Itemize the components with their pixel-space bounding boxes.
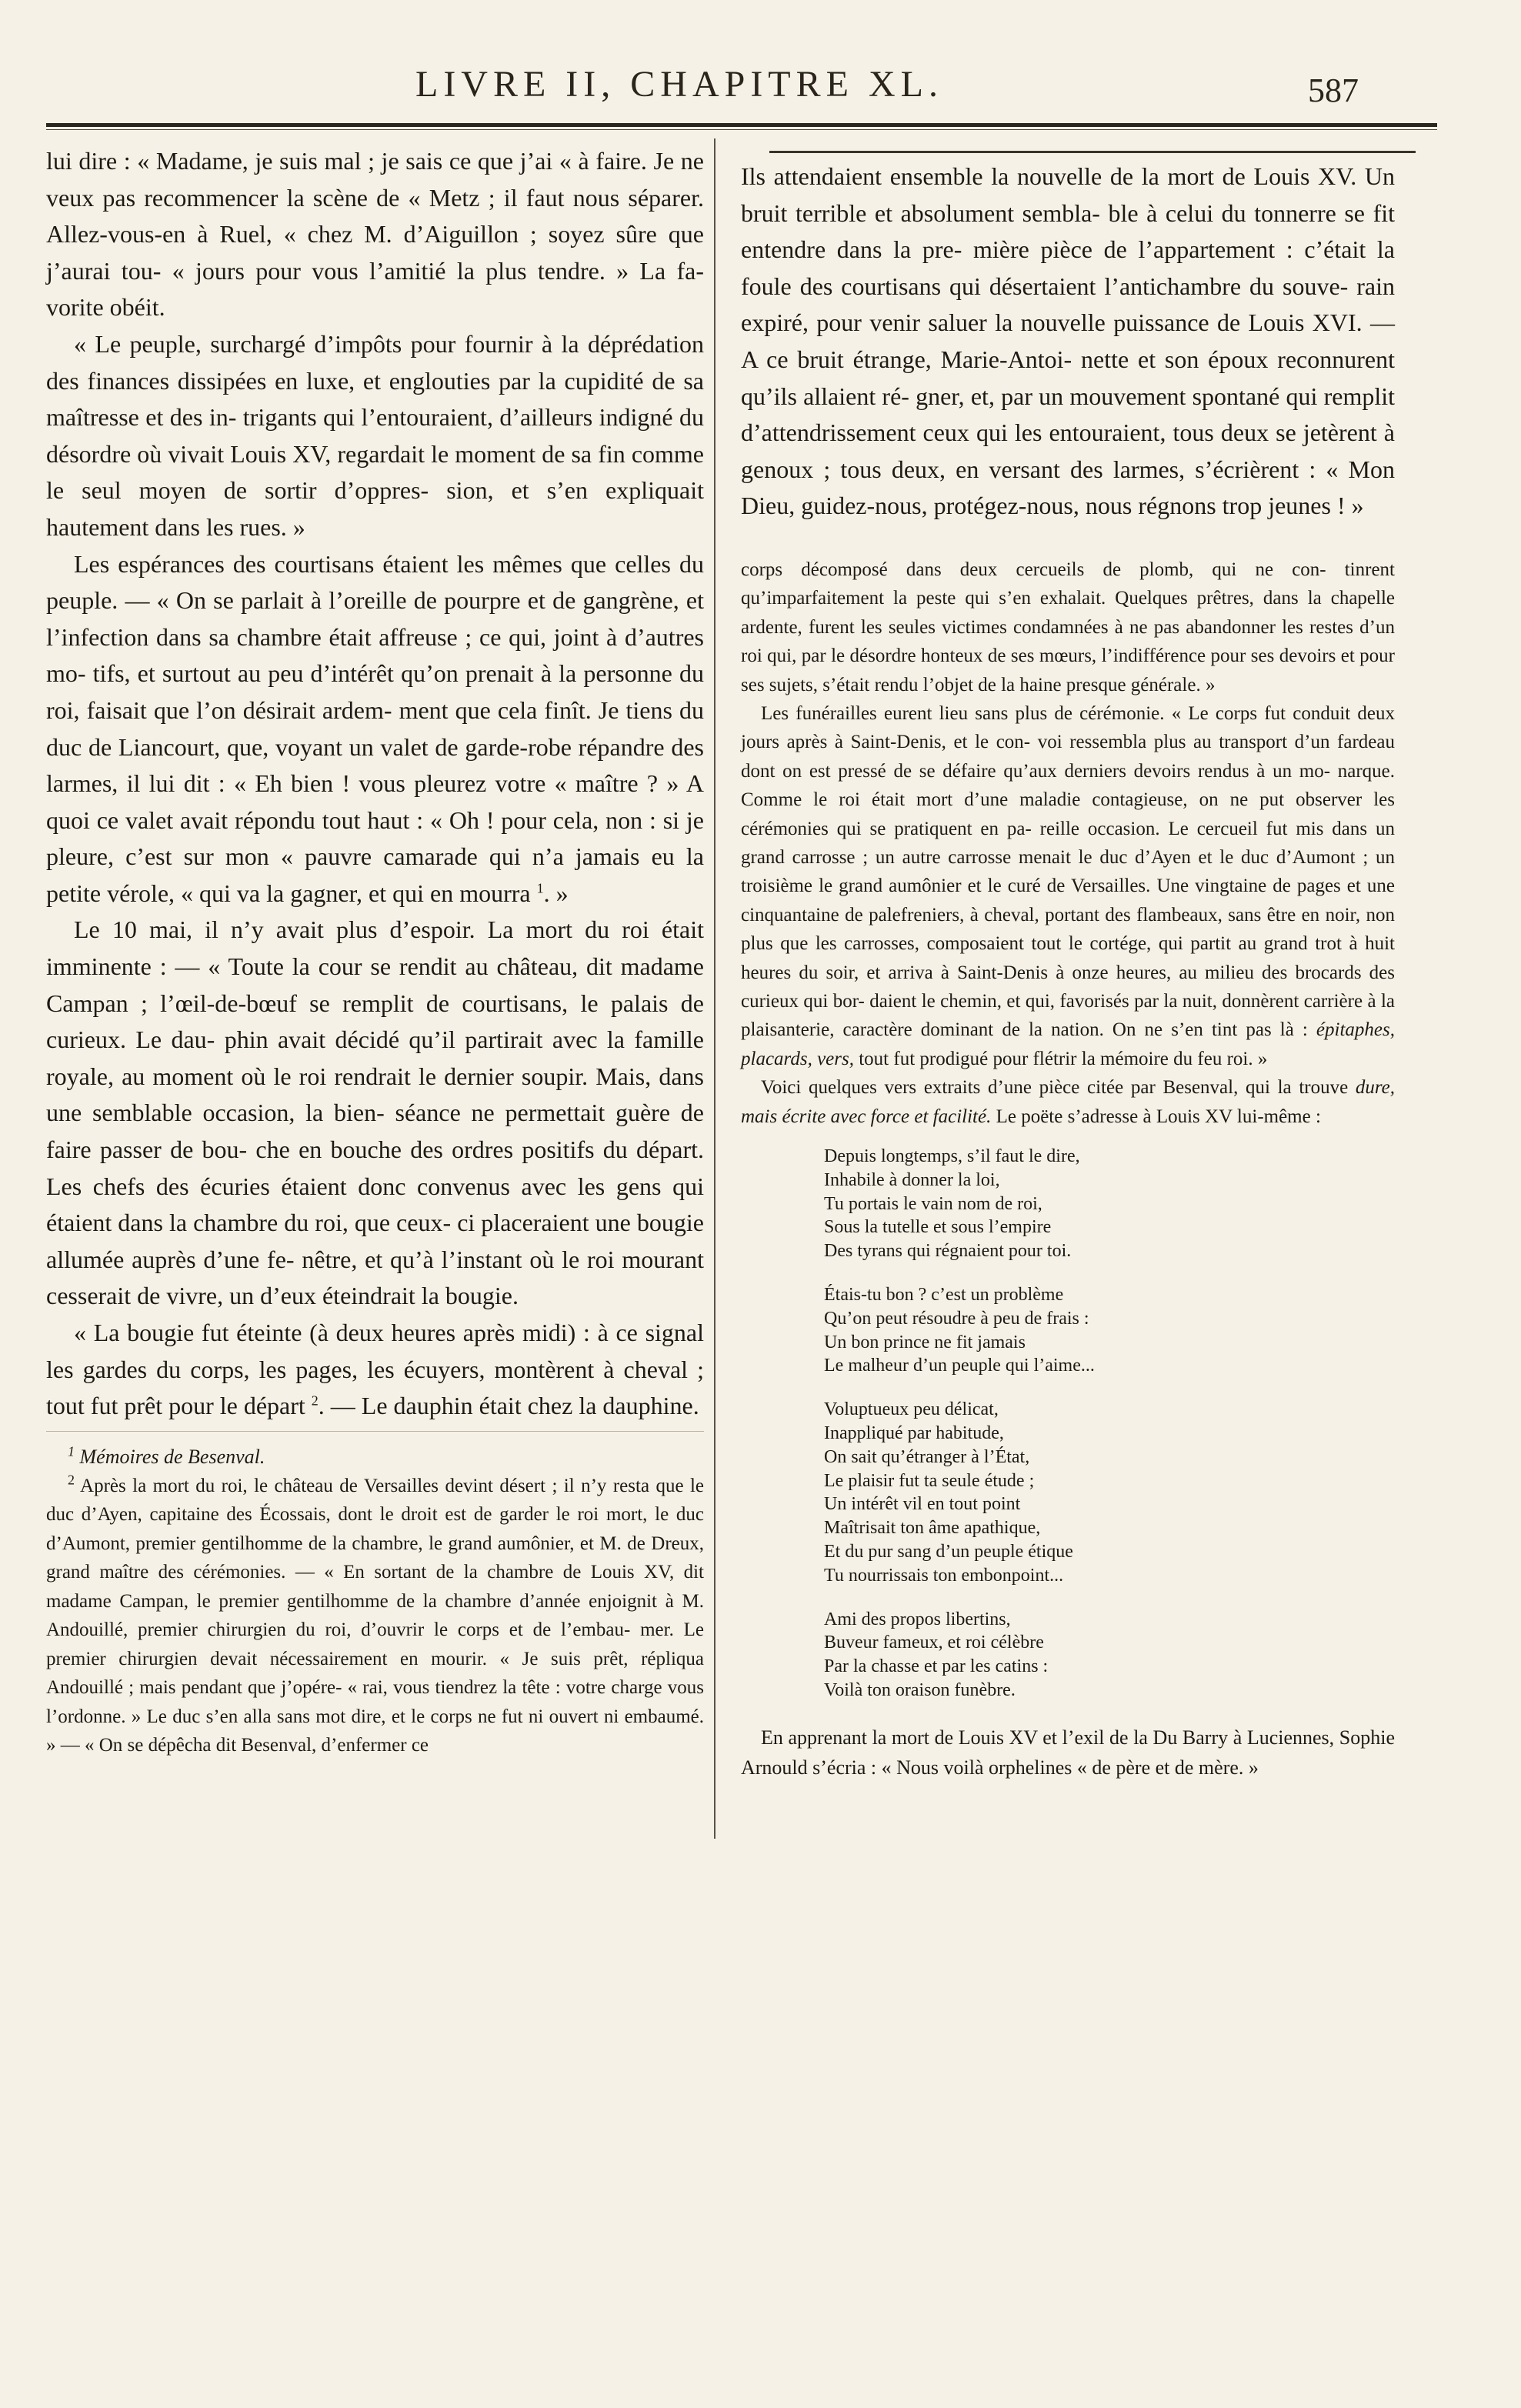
footnote-paragraph: [741, 699, 1395, 1073]
footnote-text: Le poëte s’adresse à Louis XV lui-même :: [996, 1106, 1321, 1127]
verse-line: Buveur fameux, et roi célèbre: [824, 1633, 1044, 1653]
paragraph: lui dire : « Madame, je suis mal ; je sais ce que j’ai « à faire. Je ne veux pas recommencer la scène de « Metz ; il faut nous séparer. Allez-vous-en à Ruel, « chez M. d’Aiguillon ; soyez sûre que j’aurai tou- « jours pour vous l’amitié la plus tendre. » La fa- vorite obéit.: [46, 147, 704, 322]
paragraph: Le 10 mai, il n’y avait plus d’espoir. La mort du roi était imminente : — « Toute la cour se rendit au château, dit madame Campan ; l’œil-de-bœuf se remplit de courtisans, le palais de curieux. Le dau- phin avait décidé qu’il partirait avec la famille royale, au moment où le roi rendrait le dernier soupir. Mais, dans une semblable occasion, la bien- séance ne permettait guère de faire passer de bou- che en bouche des ordres positifs du départ. Les chefs des écuries étaient donc convenus avec les gens qui étaient dans la chambre du roi, que ceux- ci placeraient une bougie allumée auprès d’une fe- nêtre, et qu’à l’instant où le roi mourant cesserait de vivre, un d’eux éteindrait la bougie.: [46, 916, 704, 1310]
running-head: [0, 63, 1521, 117]
verse-line: Voilà ton oraison funèbre.: [824, 1680, 1016, 1700]
poem: [824, 1145, 1395, 1703]
footnote-mark: 1: [68, 1443, 75, 1459]
paragraph: [46, 546, 704, 912]
paragraph-text: . — Le dauphin était chez la dauphine.: [318, 1392, 699, 1420]
header-rule-thin: [46, 129, 1437, 130]
footnote: [46, 1472, 704, 1760]
verse-line: Qu’on peut résoudre à peu de frais :: [824, 1308, 1089, 1329]
footnote-ref: 2: [311, 1392, 319, 1409]
right-column: [741, 158, 1395, 1783]
footnote-ref: 1: [536, 880, 544, 896]
footnote-continuation: corps décomposé dans deux cercueils de plomb, qui ne con- tinrent qu’imparfaitement la peste qui s’en exhalait. Quelques prêtres, dans la chapelle ardente, furent les seules victimes condamnées à ne pas abandonner les restes d’un roi qui, par le désordre honteux de ses mœurs, l’indifférence pour ses devoirs et pour ses sujets, s’était rendu l’objet de la haine presque générale. »: [741, 559, 1395, 695]
verse-line: Tu portais le vain nom de roi,: [824, 1193, 1042, 1214]
footnote: [46, 1442, 704, 1472]
paragraph-text: . »: [543, 879, 569, 907]
verse-line: Tu nourrissais ton embonpoint...: [824, 1565, 1064, 1586]
stanza: [824, 1145, 1395, 1263]
running-title: LIVRE II, CHAPITRE XL.: [415, 64, 943, 105]
verse-line: Par la chasse et par les catins :: [824, 1656, 1049, 1677]
paragraph: Ils attendaient ensemble la nouvelle de la mort de Louis XV. Un bruit terrible et absolument sembla- ble à celui du tonnerre se fit entendre dans la pre- mière pièce de l’appartement : c’était la foule des courtisans qui désertaient l’antichambre du souve- rain expiré, pour venir saluer la nouvelle puissance de Louis XVI. — A ce bruit étrange, Marie-Antoi- nette et son époux reconnurent qu’ils allaient ré- gner, et, par un mouvement spontané qui remplit d’attendrissement ceux qui les entouraient, tous deux se jetèrent à genoux ; tous deux, en versant des larmes, s’écrièrent : « Mon Dieu, guidez-nous, protégez-nous, nous régnons trop jeunes ! »: [741, 162, 1395, 520]
paragraph-text: « La bougie fut éteinte (à deux heures après midi) : à ce signal les gardes du corps, les pages, les écuyers, montèrent à cheval ; tout fut prêt pour le départ: [46, 1319, 704, 1420]
footnote-text: Après la mort du roi, le château de Versailles devint désert ; il n’y resta que le duc d’Ayen, capitaine des Écossais, dont le droit est de garder le roi mort, le duc d’Aumont, premier gentilhomme de la chambre, le grand aumônier, et M. de Dreux, grand maître des cérémonies. — « En sortant de la chambre de Louis XV, dit madame Campan, le premier gentilhomme de la chambre d’année enjoignit à M. Andouillé, premier chirurgien du roi, d’ouvrir le corps et de l’embau- mer. Le premier chirurgien devait nécessairement en mourir. « Je suis prêt, répliqua Andouillé ; mais pendant que j’opére- « rai, vous tiendrez la tête : votre charge vous l’ordonne. » Le duc s’en alla sans mot dire, et le corps ne fut ni ouvert ni embaumé. » — « On se dépêcha dit Besenval, d’enfermer ce: [46, 1475, 705, 1756]
footnote-mark: 2: [68, 1472, 75, 1488]
footnote-text: Mémoires de Besenval.: [79, 1445, 265, 1468]
paragraph: « Le peuple, surchargé d’impôts pour fournir à la déprédation des finances dissipées en luxe, et englouties par la cupidité de sa maîtresse et des in- trigants qui l’entouraient, d’ailleurs indigné du désordre où vivait Louis XV, regardait le moment de sa fin comme le seul moyen de sortir d’oppres- sion, et s’en expliquait hautement dans les rues. »: [46, 329, 704, 541]
verse-line: Depuis longtemps, s’il faut le dire,: [824, 1146, 1080, 1167]
stanza: [824, 1283, 1395, 1378]
stanza: [824, 1398, 1395, 1587]
left-column: [46, 143, 704, 1760]
emphasis: épitaphes, placards, vers,: [741, 1019, 1395, 1069]
footnote-text: Les funérailles eurent lieu sans plus de cérémonie. « Le corps fut conduit deux jours après à Saint-Denis, et le con- voi ressembla plus au transport d’un fardeau dont on est pressé de se défaire qu’aux derniers devoirs rendus à un mo- narque. Comme le roi était mort d’une maladie contagieuse, on ne put observer les cérémonies qui se pratiquent en pa- reille occasion. Le cercueil fut mis dans un grand carrosse ; un autre carrosse menait le duc d’Ayen et le duc d’Aumont ; un troisième le grand aumônier et le curé de Versailles. Une vingtaine de pages et une cinquantaine de palefreniers, à cheval, portant des flambeaux, sans être en noir, non plus que les carrosses, composaient tout le cortége, qui partit au grand trot à huit heures du soir, et arriva à Saint-Denis à onze heures, au milieu des brocards des curieux qui bor- daient le chemin, et qui, favorisés par la nuit, donnèrent carrière à la plaisanterie, caractère dominant de la nation. On ne s’en tint pas là :: [741, 702, 1395, 1041]
footnote-text: tout fut prodigué pour flétrir la mémoire du feu roi. »: [859, 1048, 1268, 1069]
verse-line: Sous la tutelle et sous l’empire: [824, 1217, 1052, 1238]
paragraph-text: Les espérances des courtisans étaient les mêmes que celles du peuple. — « On se parlait à l’oreille de pourpre et de gangrène, et l’infection dans sa chambre était affreuse ; ce qui, joint à d’autres mo- tifs, et surtout au peu d’intérêt qu’on prenait à la personne du roi, faisait que l’on désirait ardem- ment que cela finît. Je tiens du duc de Liancourt, que, voyant un valet de garde-robe répandre des larmes, il lui dit : « Eh bien ! vous pleurez votre « maître ? » A quoi ce valet avait répondu tout haut : « Oh ! pour cela, non : si je pleure, c’est sur mon « pauvre camarade qui n’a jamais eu la petite vérole, « qui va la gagner, et qui en mourra: [46, 549, 704, 907]
header-rule: [46, 123, 1437, 127]
page-number: 587: [1308, 72, 1359, 109]
verse-line: On sait qu’étranger à l’État,: [824, 1446, 1030, 1467]
verse-line: Un bon prince ne fit jamais: [824, 1332, 1026, 1352]
emphasis: dure, mais écrite avec force et facilité.: [741, 1077, 1396, 1127]
right-column-rule: [769, 151, 1416, 153]
verse-line: Inappliqué par habitude,: [824, 1423, 1004, 1444]
stanza: [824, 1608, 1395, 1703]
verse-line: Le malheur d’un peuple qui l’aime...: [824, 1356, 1095, 1376]
footnote-text: Voici quelques vers extraits d’une pièce citée par Besenval, qui la trouve: [761, 1077, 1349, 1099]
footnote-separator: [46, 1431, 704, 1432]
verse-line: Des tyrans qui régnaient pour toi.: [824, 1241, 1072, 1262]
footnote-paragraph: [741, 1073, 1395, 1131]
paragraph: [46, 1315, 704, 1425]
verse-line: Inhabile à donner la loi,: [824, 1169, 1000, 1190]
verse-line: Maîtrisait ton âme apathique,: [824, 1518, 1041, 1539]
verse-line: Le plaisir fut ta seule étude ;: [824, 1470, 1035, 1491]
verse-line: Un intérêt vil en tout point: [824, 1494, 1021, 1515]
verse-line: Voluptueux peu délicat,: [824, 1399, 999, 1420]
column-divider: [714, 138, 715, 1839]
verse-line: Ami des propos libertins,: [824, 1609, 1011, 1629]
verse-line: Et du pur sang d’un peuple étique: [824, 1542, 1073, 1563]
closing-paragraph: En apprenant la mort de Louis XV et l’exil de la Du Barry à Luciennes, Sophie Arnould s’écria : « Nous voilà orphelines « de père et de mère. »: [741, 1726, 1395, 1779]
verse-line: Étais-tu bon ? c’est un problème: [824, 1285, 1064, 1306]
